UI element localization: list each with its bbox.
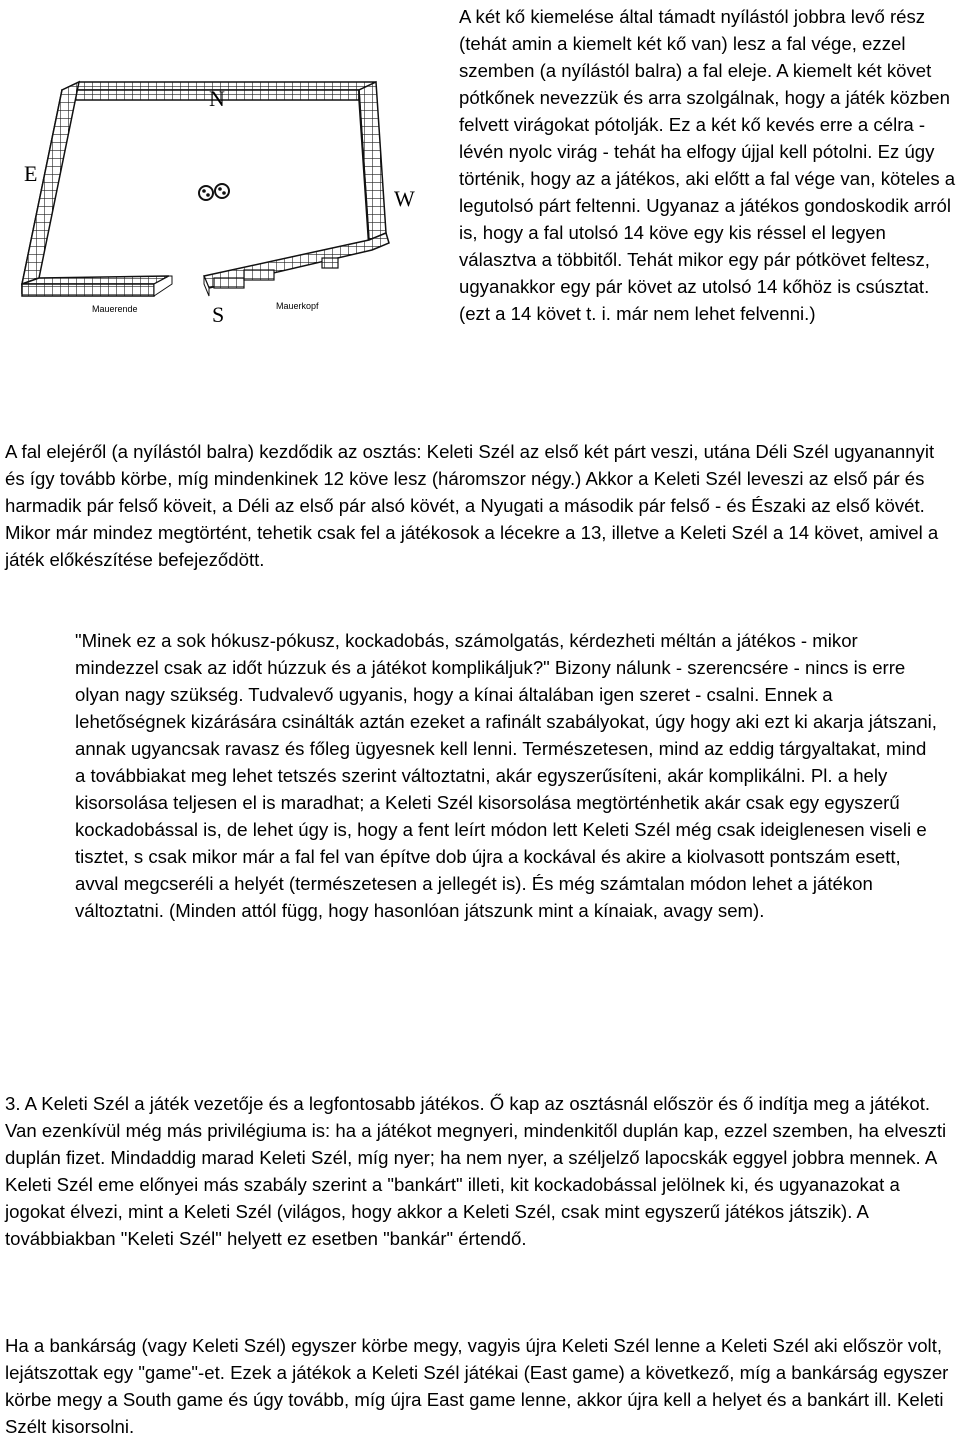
label-south: S xyxy=(212,302,225,327)
label-east: E xyxy=(24,161,38,186)
dice xyxy=(199,184,229,200)
paragraph-commentary: "Minek ez a sok hókusz-pókusz, kockadobás, számolgatás, kérdezheti méltán a játékos - mikor mindezzel csak az időt húzzuk és a játékot komplikáljuk?" Bizony nálunk - szerencsére - nincs is erre olyan nagy szükség. Tudvalevő ugyanis, hogy a kínai általában igen szeret - csalni. Ennek a lehetőségnek kizárására csinálták aztán ezeket a rafinált szabályokat, úgy hogy aki ezt ki akarja játszani, annak ugyancsak ravasz és főleg ügyesnek kell lenni. Természetesen, mind az eddig tárgyaltakat, mind a továbbiakat meg lehet tetszés szerint változtatni, akár egyszerűsíteni, akár komplikálni. Pl. a hely kisorsolása teljesen el is maradhat; a Keleti Szél kisorsolása megtörténhetik akár csak egy egyszerű kockadobással is, de lehet úgy is, hogy a fent leírt módon lett Keleti Szél még csak ideiglenesen viseli e tisztet, s csak mikor már a fal fel van építve dob újra a kockával és akire a kiolvasott pontszám esett, avval megcseréli a helyét (természetesen a jellegét is). És még számtalan módon lehet a játékon változtatni. (Minden attól függ, hogy hasonlóan játszunk mint a kínaiak, avagy sem). xyxy=(75,630,937,921)
right-wall xyxy=(359,82,386,250)
caption-wall-head: Mauerkopf xyxy=(276,301,319,311)
paragraph-rule-3: 3. A Keleti Szél a játék vezetője és a legfontosabb játékos. Ő kap az osztásnál először és ő indítja meg a játékot. Van ezenkívül még más privilégiuma is: ha a játékot megnyeri, mindenkitől duplán kap, ezzel szemben, ha elveszti duplán fizet. Mindaddig marad Keleti Szél, míg nyer; ha nem nyer, a széljelző lapocskák eggyel jobbra mennek. A Keleti Szél eme előnyei más szabály szerint a "bankárt" illeti, kit kockadobással jelölnek ki, és ugyanazokat a jogokat élvezi, mint a Keleti Szél (világos, hogy akkor a Keleti Szél, csak mint egyszerű játékos játszik). A továbbiakban "Keleti Szél" helyett ez esetben "bankár" értendő. xyxy=(5,1093,947,1249)
caption-wall-end: Mauerende xyxy=(92,304,138,314)
paragraph-wall-end: A két kő kiemelése által támadt nyílástól jobbra levő rész (tehát amin a kiemelt két kő van) lesz a fal vége, ezzel szemben (a nyílástól balra) a fal eleje. A kiemelt két követ pótkőnek nevezzük és arra szolgálnak, hogy a játék közben felvett virágokat pótolják. Ez a két kő kevés erre a célra - lévén nyolc virág - tehát ha elfogy újjal kell pótolni. Ez úgy történik, hogy az a játékos, aki előtt a fal vége van, köteles a legutolsó párt feltenni. Ugyanaz a játékos gondoskodik arról is, hogy a fal utolsó 14 köve egy kis réssel el legyen választva a többitől. Tehát mikor egy pár pótkövet feltesz, ugyanakkor egy pár követ az utolsó 14 kőhöz is csúsztat. (ezt a 14 követ t. i. már nem lehet felvenni.) xyxy=(459,6,956,324)
left-wall xyxy=(22,82,79,294)
label-north: N xyxy=(209,86,225,111)
paragraph-game: Ha a bankárság (vagy Keleti Szél) egyszer körbe megy, vagyis újra Keleti Szél lenne a Keleti Szél aki először volt, lejátszottak egy "game"-et. Ezek a játékok a Keleti Szél játékai (East game) a következő, míg a bankárság egyszer körbe megy a South game és úgy tovább, míg újra East game lenne, akkor újra kell a helyet és a bankárt ill. Keleti Szélt kisorsolni. xyxy=(5,1335,949,1437)
south-wall xyxy=(22,276,172,296)
paragraph-dealing: A fal elejéről (a nyílástól balra) kezdődik az osztás: Keleti Szél az első két párt veszi, utána Déli Szél ugyanannyit és így tovább körbe, míg mindenkinek 12 köve lesz (háromszor négy.) Akkor a Keleti Szél leveszi az első pár és harmadik pár felső köveit, a Déli az első pár alsó kövét, a Nyugati a második pár felső - és Északi az első kövét. Mikor már mindez megtörtént, tehetik csak fel a játékosok a lécekre a 13, illetve a Keleti Szél a 14 követ, amivel a játék előkészítése befejeződött. xyxy=(5,441,939,570)
mahjong-wall-diagram xyxy=(4,78,424,332)
label-west: W xyxy=(394,186,415,211)
wall-head-section xyxy=(204,233,389,296)
replacement-tiles xyxy=(322,258,338,268)
wall-illustration xyxy=(4,78,424,332)
